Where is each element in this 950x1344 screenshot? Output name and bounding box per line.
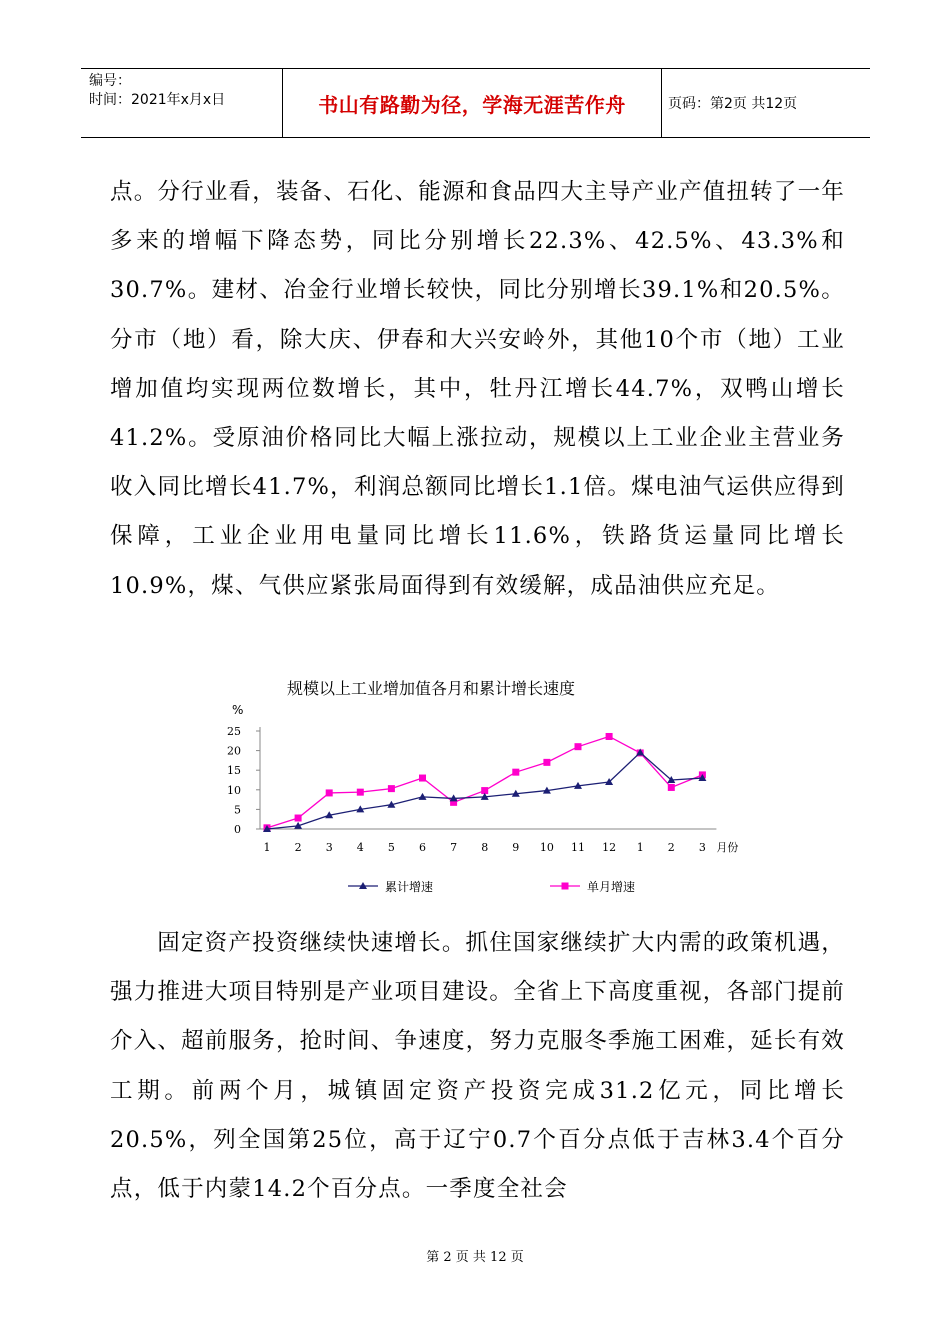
chart-y-tick-label: 5 [234, 803, 241, 817]
chart-x-tick-label: 2 [294, 841, 302, 854]
chart-x-tick-label: 5 [387, 841, 395, 854]
chart-series-monthly-point [575, 743, 582, 750]
chart-y-axis-label: % [232, 703, 244, 717]
page-footer: 第 2 页 共 12 页 [426, 1250, 524, 1265]
chart-x-tick-label: 1 [263, 841, 271, 854]
legend-monthly-marker [562, 883, 569, 890]
chart-x-tick-label: 2 [667, 841, 675, 854]
body-paragraph-1: 点。分行业看，装备、石化、能源和食品四大主导产业产值扭转了一年多来的增幅下降态势，同比分别增长22.3%、42.5%、43.3%和30.7%。建材、冶金行业增长较快，同比分别增长39.1%和20.5%。分市（地）看，除大庆、伊春和大兴安岭外，其他10个市（地）工业增加值均实现两位数增长，其中，牡丹江增长44.7%，双鸭山增长41.2%。受原油价格同比大幅上涨拉动，规模以上工业企业主营业务收入同比增长41.7%，利润总额同比增长1.1倍。煤电油气运供应得到保障，工业企业用电量同比增长11.6%，铁路货运量同比增长10.9%，煤、气供应紧张局面得到有效缓解，成品油供应充足。 [110, 179, 845, 599]
chart-x-tick-label: 8 [481, 841, 489, 854]
header-page-cell [662, 69, 870, 137]
header-page-code: 页码：第2页 共12页 [668, 96, 798, 112]
document-time-label: 时间：2021年x月x日 [89, 92, 226, 108]
header-motto-cell [283, 69, 662, 137]
document-number-label: 编号： [89, 73, 131, 89]
chart-y-tick-label: 10 [227, 783, 241, 797]
chart-series-monthly-point [543, 759, 550, 766]
chart-series-monthly-point [512, 769, 519, 776]
industry-growth-line-chart [220, 670, 760, 900]
chart-x-tick-label: 10 [539, 841, 554, 854]
chart-x-tick-label: 11 [571, 841, 585, 854]
chart-series-monthly-point [357, 789, 364, 796]
chart-x-tick-label: 9 [512, 841, 520, 854]
chart-x-tick-label: 1 [636, 841, 644, 854]
chart-x-tick-label: 7 [450, 841, 458, 854]
header-info-cell [81, 69, 283, 137]
chart-series-monthly-point [419, 775, 426, 782]
chart-y-tick-label: 0 [234, 823, 241, 836]
chart-title: 规模以上工业增加值各月和累计增长速度 [286, 679, 576, 698]
chart-x-tick-label: 4 [356, 841, 364, 854]
chart-series-monthly-point [668, 784, 675, 791]
page-header [81, 68, 870, 138]
legend-cumulative-label: 累计增速 [385, 880, 434, 894]
chart-series-monthly-point [606, 733, 613, 740]
body-paragraph-2: 固定资产投资继续快速增长。抓住国家继续扩大内需的政策机遇，强力推进大项目特别是产业项目建设。全省上下高度重视，各部门提前介入、超前服务，抢时间、争速度，努力克服冬季施工困难，延长有效工期。前两个月，城镇固定资产投资完成31.2亿元，同比增长20.5%，列全国第25位，高于辽宁0.7个百分点低于吉林3.4个百分点，低于内蒙14.2个百分点。一季度全社会 [110, 930, 845, 1203]
chart-series-monthly-point [326, 789, 333, 796]
chart-series-monthly-point [295, 815, 302, 822]
chart-y-tick-label: 20 [227, 744, 241, 758]
chart-y-tick-label: 15 [227, 764, 241, 778]
chart-x-tick-label: 3 [325, 841, 333, 854]
chart-x-tick-label: 3 [698, 841, 706, 854]
chart-y-tick-label: 25 [227, 725, 241, 738]
chart-x-tick-label: 6 [419, 841, 426, 854]
legend-monthly-label: 单月增速 [587, 880, 636, 894]
header-motto: 书山有路勤为径，学海无涯苦作舟 [318, 92, 626, 117]
chart-series-monthly-point [388, 785, 395, 792]
chart-x-tick-label: 12 [602, 841, 617, 854]
chart-x-axis-label: 月份 [716, 841, 739, 854]
